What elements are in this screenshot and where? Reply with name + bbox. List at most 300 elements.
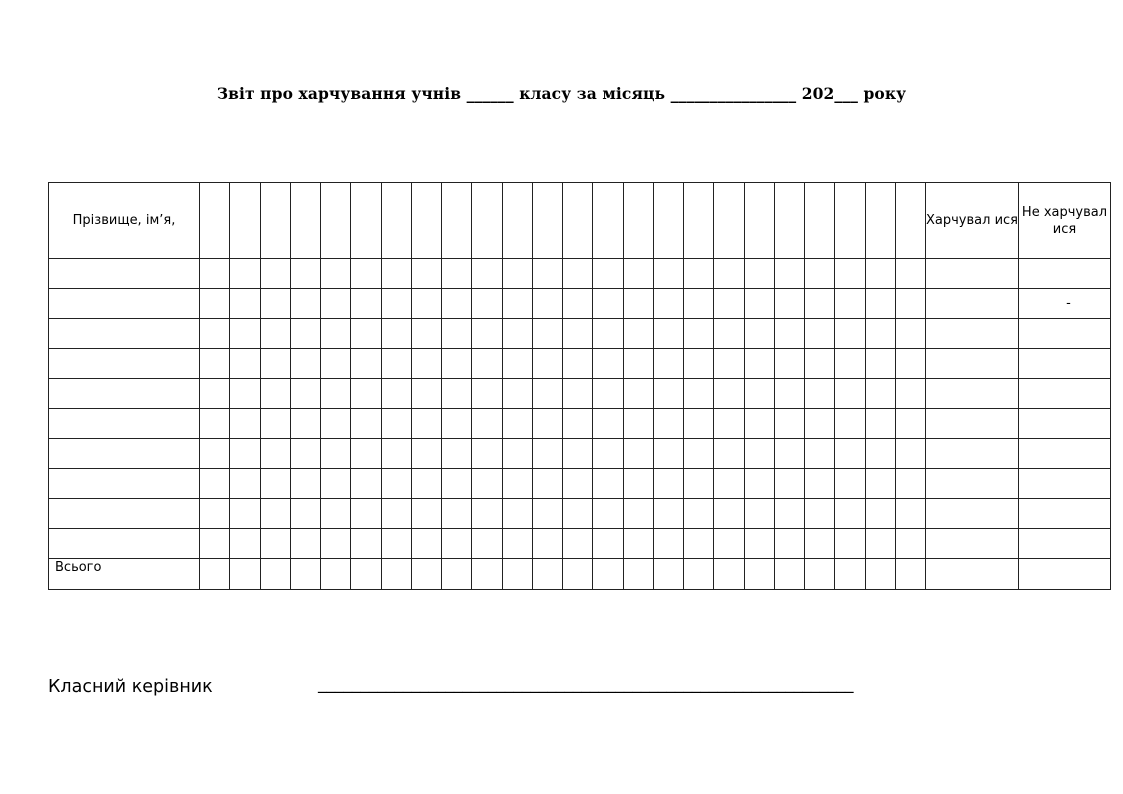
day-cell: [805, 379, 835, 409]
not-fed-column-header: Не харчувал ися: [1019, 183, 1111, 259]
day-cell: [230, 259, 260, 289]
day-cell: [472, 499, 502, 529]
day-cell: [835, 319, 865, 349]
not-fed-total-cell: [1019, 559, 1111, 590]
day-cell: [563, 529, 593, 559]
day-cell: [714, 319, 744, 349]
day-cell: [684, 529, 714, 559]
day-cell: [230, 319, 260, 349]
report-table: [48, 182, 1111, 590]
fed-count-cell: [926, 409, 1019, 439]
day-cell: [502, 319, 532, 349]
day-cell: [774, 409, 804, 439]
day-cell: [744, 469, 774, 499]
day-cell: [230, 289, 260, 319]
day-cell: [472, 289, 502, 319]
day-cell: [623, 319, 653, 349]
day-cell: [623, 529, 653, 559]
day-cell: [351, 289, 381, 319]
day-cell: [442, 259, 472, 289]
day-cell: [381, 319, 411, 349]
day-cell: [805, 259, 835, 289]
fed-count-cell: [926, 319, 1019, 349]
day-cell: [895, 559, 925, 590]
day-cell: [502, 469, 532, 499]
day-cell: [200, 439, 230, 469]
day-cell: [623, 183, 653, 259]
day-cell: [290, 409, 320, 439]
day-cell: [290, 469, 320, 499]
day-cell: [381, 469, 411, 499]
day-cell: [200, 349, 230, 379]
day-cell: [684, 183, 714, 259]
day-cell: [321, 379, 351, 409]
day-cell: [835, 439, 865, 469]
day-cell: [714, 379, 744, 409]
day-cell: [200, 529, 230, 559]
day-cell: [260, 379, 290, 409]
day-cell: [623, 259, 653, 289]
day-cell: [200, 183, 230, 259]
day-cell: [411, 439, 441, 469]
day-cell: [230, 559, 260, 590]
table-row: [49, 439, 1111, 469]
day-cell: [895, 289, 925, 319]
day-cell: [351, 469, 381, 499]
day-cell: [895, 349, 925, 379]
table-row: [49, 469, 1111, 499]
day-cell: [744, 439, 774, 469]
day-cell: [442, 409, 472, 439]
day-cell: [472, 259, 502, 289]
day-cell: [532, 559, 562, 590]
day-cell: [411, 469, 441, 499]
day-cell: [502, 439, 532, 469]
day-cell: [502, 349, 532, 379]
day-cell: [532, 499, 562, 529]
day-cell: [684, 439, 714, 469]
day-cell: [774, 379, 804, 409]
day-cell: [714, 349, 744, 379]
day-cell: [442, 559, 472, 590]
not-fed-count-cell: [1019, 319, 1111, 349]
day-cell: [411, 289, 441, 319]
day-cell: [653, 409, 683, 439]
day-cell: [260, 529, 290, 559]
day-cell: [472, 183, 502, 259]
day-cell: [653, 529, 683, 559]
day-cell: [442, 529, 472, 559]
student-name-cell: [49, 439, 200, 469]
day-cell: [442, 499, 472, 529]
day-cell: [684, 379, 714, 409]
day-cell: [351, 439, 381, 469]
total-label: Всього: [49, 559, 200, 590]
fed-count-cell: [926, 289, 1019, 319]
day-cell: [835, 529, 865, 559]
day-cell: [532, 439, 562, 469]
day-cell: [593, 559, 623, 590]
fed-count-cell: [926, 439, 1019, 469]
day-cell: [290, 183, 320, 259]
day-cell: [865, 409, 895, 439]
day-cell: [593, 439, 623, 469]
day-cell: [230, 379, 260, 409]
day-cell: [200, 379, 230, 409]
day-cell: [895, 183, 925, 259]
student-name-cell: [49, 319, 200, 349]
student-name-cell: [49, 379, 200, 409]
day-cell: [200, 559, 230, 590]
day-cell: [321, 559, 351, 590]
day-cell: [563, 559, 593, 590]
day-cell: [563, 183, 593, 259]
day-cell: [532, 469, 562, 499]
day-cell: [472, 559, 502, 590]
day-cell: [351, 559, 381, 590]
day-cell: [321, 529, 351, 559]
day-cell: [290, 499, 320, 529]
table-row: [49, 499, 1111, 529]
not-fed-count-cell: [1019, 409, 1111, 439]
day-cell: [290, 529, 320, 559]
fed-column-header: Харчувал ися: [926, 183, 1019, 259]
day-cell: [653, 499, 683, 529]
day-cell: [865, 469, 895, 499]
day-cell: [714, 439, 744, 469]
day-cell: [532, 289, 562, 319]
day-cell: [835, 559, 865, 590]
day-cell: [321, 349, 351, 379]
day-cell: [895, 259, 925, 289]
day-cell: [290, 559, 320, 590]
day-cell: [381, 259, 411, 289]
day-cell: [321, 469, 351, 499]
day-cell: [805, 319, 835, 349]
table-row: [49, 319, 1111, 349]
day-cell: [593, 349, 623, 379]
day-cell: [351, 529, 381, 559]
day-cell: [835, 409, 865, 439]
day-cell: [895, 469, 925, 499]
day-cell: [381, 289, 411, 319]
day-cell: [684, 499, 714, 529]
day-cell: [411, 499, 441, 529]
day-cell: [260, 259, 290, 289]
day-cell: [623, 349, 653, 379]
day-cell: [381, 559, 411, 590]
day-cell: [593, 319, 623, 349]
day-cell: [532, 319, 562, 349]
day-cell: [411, 559, 441, 590]
day-cell: [593, 469, 623, 499]
day-cell: [472, 409, 502, 439]
day-cell: [774, 259, 804, 289]
fed-count-cell: [926, 259, 1019, 289]
day-cell: [290, 439, 320, 469]
not-fed-count-cell: [1019, 259, 1111, 289]
day-cell: [200, 289, 230, 319]
day-cell: [653, 259, 683, 289]
not-fed-count-cell: [1019, 439, 1111, 469]
day-cell: [351, 499, 381, 529]
day-cell: [684, 469, 714, 499]
day-cell: [411, 349, 441, 379]
day-cell: [744, 319, 774, 349]
day-cell: [442, 183, 472, 259]
day-cell: [744, 559, 774, 590]
day-cell: [502, 289, 532, 319]
day-cell: [865, 439, 895, 469]
day-cell: [502, 379, 532, 409]
day-cell: [744, 289, 774, 319]
day-cell: [472, 439, 502, 469]
day-cell: [260, 183, 290, 259]
day-cell: [442, 379, 472, 409]
day-cell: [684, 349, 714, 379]
day-cell: [351, 409, 381, 439]
day-cell: [290, 289, 320, 319]
day-cell: [835, 259, 865, 289]
day-cell: [653, 183, 683, 259]
day-cell: [563, 409, 593, 439]
day-cell: [563, 379, 593, 409]
day-cell: [744, 379, 774, 409]
table-row: [49, 529, 1111, 559]
fed-count-cell: [926, 499, 1019, 529]
day-cell: [351, 183, 381, 259]
day-cell: [563, 289, 593, 319]
day-cell: [623, 559, 653, 590]
day-cell: [563, 349, 593, 379]
day-cell: [381, 409, 411, 439]
day-cell: [835, 289, 865, 319]
day-cell: [381, 439, 411, 469]
fed-count-cell: [926, 529, 1019, 559]
table-row: [49, 349, 1111, 379]
day-cell: [835, 183, 865, 259]
day-cell: [563, 259, 593, 289]
day-cell: [865, 259, 895, 289]
day-cell: [653, 379, 683, 409]
day-cell: [230, 183, 260, 259]
day-cell: [623, 289, 653, 319]
day-cell: [411, 259, 441, 289]
day-cell: [200, 319, 230, 349]
day-cell: [381, 499, 411, 529]
day-cell: [653, 319, 683, 349]
day-cell: [593, 529, 623, 559]
fed-total-cell: [926, 559, 1019, 590]
day-cell: [774, 349, 804, 379]
day-cell: [714, 529, 744, 559]
day-cell: [714, 409, 744, 439]
day-cell: [593, 183, 623, 259]
day-cell: [714, 183, 744, 259]
day-cell: [805, 409, 835, 439]
day-cell: [563, 469, 593, 499]
day-cell: [593, 259, 623, 289]
day-cell: [502, 183, 532, 259]
day-cell: [835, 349, 865, 379]
day-cell: [895, 409, 925, 439]
day-cell: [684, 259, 714, 289]
day-cell: [502, 259, 532, 289]
signature-label: Класний керівник: [48, 677, 213, 697]
day-cell: [411, 529, 441, 559]
day-cell: [684, 559, 714, 590]
day-cell: [593, 379, 623, 409]
day-cell: [653, 349, 683, 379]
day-cell: [381, 379, 411, 409]
day-cell: [865, 499, 895, 529]
day-cell: [442, 289, 472, 319]
day-cell: [895, 529, 925, 559]
day-cell: [200, 409, 230, 439]
day-cell: [472, 529, 502, 559]
day-cell: [623, 469, 653, 499]
day-cell: [200, 469, 230, 499]
day-cell: [563, 499, 593, 529]
fed-count-cell: [926, 379, 1019, 409]
day-cell: [260, 409, 290, 439]
day-cell: [653, 439, 683, 469]
student-name-cell: [49, 409, 200, 439]
day-cell: [381, 529, 411, 559]
day-cell: [744, 409, 774, 439]
day-cell: [774, 499, 804, 529]
day-cell: [532, 529, 562, 559]
day-cell: [744, 529, 774, 559]
day-cell: [321, 289, 351, 319]
total-row: [49, 559, 1111, 590]
day-cell: [381, 183, 411, 259]
day-cell: [351, 349, 381, 379]
student-name-cell: [49, 349, 200, 379]
day-cell: [714, 289, 744, 319]
student-name-cell: [49, 499, 200, 529]
day-cell: [351, 259, 381, 289]
day-cell: [865, 319, 895, 349]
day-cell: [805, 439, 835, 469]
day-cell: [230, 529, 260, 559]
not-fed-count-cell: [1019, 379, 1111, 409]
day-cell: [895, 499, 925, 529]
student-name-cell: [49, 529, 200, 559]
day-cell: [290, 379, 320, 409]
day-cell: [502, 499, 532, 529]
day-cell: [714, 499, 744, 529]
day-cell: [532, 409, 562, 439]
fed-count-cell: [926, 469, 1019, 499]
day-cell: [230, 499, 260, 529]
day-cell: [653, 469, 683, 499]
day-cell: [260, 559, 290, 590]
day-cell: [895, 439, 925, 469]
day-cell: [532, 183, 562, 259]
day-cell: [230, 409, 260, 439]
day-cell: [442, 439, 472, 469]
day-cell: [472, 349, 502, 379]
day-cell: [563, 319, 593, 349]
day-cell: [321, 259, 351, 289]
day-cell: [290, 259, 320, 289]
day-cell: [321, 319, 351, 349]
day-cell: [532, 259, 562, 289]
day-cell: [593, 499, 623, 529]
day-cell: [744, 259, 774, 289]
day-cell: [502, 559, 532, 590]
day-cell: [411, 379, 441, 409]
day-cell: [623, 499, 653, 529]
student-name-cell: [49, 469, 200, 499]
day-cell: [230, 349, 260, 379]
day-cell: [321, 409, 351, 439]
day-cell: [744, 349, 774, 379]
day-cell: [714, 469, 744, 499]
day-cell: [835, 379, 865, 409]
day-cell: [895, 379, 925, 409]
day-cell: [260, 289, 290, 319]
day-cell: [774, 439, 804, 469]
day-cell: [744, 183, 774, 259]
day-cell: [805, 289, 835, 319]
day-cell: [290, 319, 320, 349]
day-cell: [835, 469, 865, 499]
day-cell: [774, 319, 804, 349]
day-cell: [351, 319, 381, 349]
day-cell: [200, 259, 230, 289]
day-cell: [321, 499, 351, 529]
day-cell: [895, 319, 925, 349]
day-cell: [230, 469, 260, 499]
day-cell: [472, 469, 502, 499]
day-cell: [442, 349, 472, 379]
not-fed-count-cell: [1019, 469, 1111, 499]
day-cell: [411, 319, 441, 349]
not-fed-count-cell: -: [1019, 289, 1111, 319]
day-cell: [472, 319, 502, 349]
day-cell: [774, 469, 804, 499]
signature-line: _______________________________________________________________: [318, 674, 854, 694]
day-cell: [200, 499, 230, 529]
day-cell: [230, 439, 260, 469]
day-cell: [351, 379, 381, 409]
day-cell: [321, 183, 351, 259]
day-cell: [381, 349, 411, 379]
header-row: [49, 183, 1111, 259]
day-cell: [411, 183, 441, 259]
table-row: [49, 379, 1111, 409]
day-cell: [865, 559, 895, 590]
not-fed-count-cell: [1019, 349, 1111, 379]
day-cell: [865, 183, 895, 259]
day-cell: [684, 409, 714, 439]
day-cell: [684, 319, 714, 349]
day-cell: [805, 349, 835, 379]
day-cell: [260, 499, 290, 529]
day-cell: [805, 529, 835, 559]
day-cell: [684, 289, 714, 319]
day-cell: [260, 469, 290, 499]
not-fed-count-cell: [1019, 499, 1111, 529]
day-cell: [442, 469, 472, 499]
day-cell: [623, 409, 653, 439]
report-title: Звіт про харчування учнів ______ класу за місяць ________________ 202___ року: [216, 84, 907, 103]
day-cell: [532, 349, 562, 379]
table-row: [49, 289, 1111, 319]
day-cell: [260, 439, 290, 469]
